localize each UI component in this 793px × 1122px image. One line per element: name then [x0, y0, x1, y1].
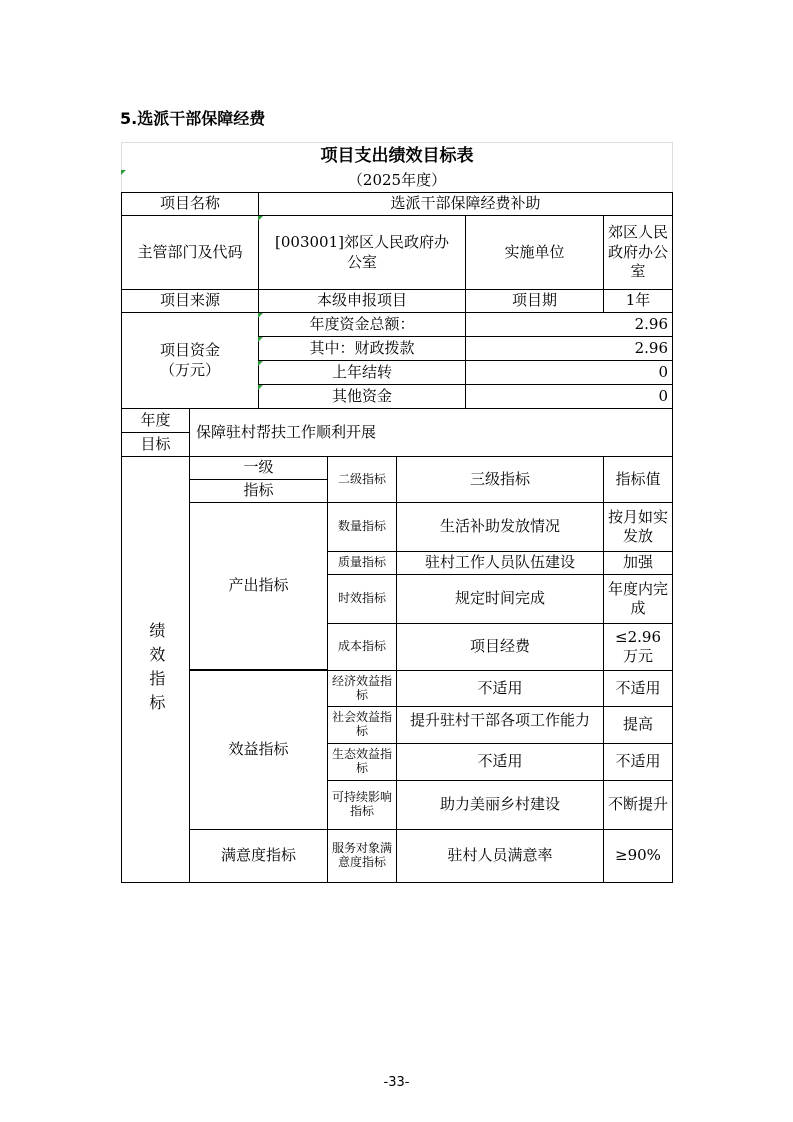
fund-row-value: 0	[465, 360, 673, 385]
indicator-value: ≤2.96万元	[603, 623, 673, 671]
indicator-l3: 驻村工作人员队伍建设	[396, 551, 604, 575]
indicator-l3: 不适用	[396, 743, 604, 781]
project-name-label: 项目名称	[121, 192, 259, 216]
source-label: 项目来源	[121, 289, 259, 313]
indicator-l2: 数量指标	[327, 502, 397, 552]
project-name-value: 选派干部保障经费补助	[258, 192, 673, 216]
performance-target-table	[121, 142, 673, 883]
impl-value: 郊区人民政府办公室	[603, 215, 673, 290]
group-output: 产出指标	[189, 502, 328, 670]
source-value: 本级申报项目	[258, 289, 466, 313]
indicator-l2: 可持续影响指标	[327, 780, 397, 830]
indicator-value: 按月如实发放	[603, 502, 673, 552]
goal-value: 保障驻村帮扶工作顺利开展	[189, 408, 673, 457]
green-marker-icon	[258, 313, 263, 318]
green-marker-icon	[258, 385, 263, 390]
indicator-value: 提高	[603, 706, 673, 744]
table-title: 项目支出绩效目标表	[121, 142, 673, 170]
indicator-value: 不适用	[603, 743, 673, 781]
indicator-l2: 成本指标	[327, 623, 397, 671]
indicator-l3: 项目经费	[396, 623, 604, 671]
indicator-l2: 质量指标	[327, 551, 397, 575]
dept-value: [003001]郊区人民政府办公室	[258, 215, 466, 290]
group-benefit: 效益指标	[189, 670, 328, 830]
fund-label-line2: （万元）	[159, 360, 220, 379]
indicator-l2: 经济效益指标	[327, 670, 397, 707]
fund-row-label: 上年结转	[258, 360, 466, 385]
period-value: 1年	[603, 289, 673, 313]
perf-label	[121, 456, 190, 883]
indicator-l2: 服务对象满意度指标	[327, 829, 397, 883]
indicator-value: 不断提升	[603, 780, 673, 830]
indicator-value: 加强	[603, 551, 673, 575]
green-marker-icon	[258, 337, 263, 342]
perf-label-text: 绩效指标	[146, 621, 166, 718]
period-label: 项目期	[465, 289, 604, 313]
green-marker-icon	[258, 361, 263, 366]
group-satisfaction: 满意度指标	[189, 829, 328, 883]
green-marker-icon	[258, 216, 263, 221]
page-number: -33-	[383, 1075, 410, 1090]
head-l1-b: 指标	[189, 479, 328, 503]
indicator-l3: 驻村人员满意率	[396, 829, 604, 883]
indicator-l3: 提升驻村干部各项工作能力	[396, 706, 604, 744]
impl-label: 实施单位	[465, 215, 604, 290]
goal-label-2: 目标	[121, 432, 190, 457]
fund-label	[121, 312, 259, 409]
fund-row-label: 其中：财政拨款	[258, 336, 466, 361]
goal-label-1: 年度	[121, 408, 190, 433]
indicator-l2: 社会效益指标	[327, 706, 397, 744]
indicator-l2: 生态效益指标	[327, 743, 397, 781]
dept-label: 主管部门及代码	[121, 215, 259, 290]
indicator-value: 不适用	[603, 670, 673, 707]
head-l3: 三级指标	[396, 456, 604, 503]
indicator-l3: 助力美丽乡村建设	[396, 780, 604, 830]
indicator-value: ≥90%	[603, 829, 673, 883]
indicator-l3: 生活补助发放情况	[396, 502, 604, 552]
head-l2: 二级指标	[327, 456, 397, 503]
indicator-l2: 时效指标	[327, 574, 397, 624]
fund-row-label: 其他资金	[258, 384, 466, 409]
fund-row-value: 0	[465, 384, 673, 409]
fund-row-value: 2.96	[465, 336, 673, 361]
table-year: （2025年度）	[121, 170, 673, 192]
indicator-l3: 不适用	[396, 670, 604, 707]
head-l1-a: 一级	[189, 456, 328, 480]
fund-row-label: 年度资金总额：	[258, 312, 466, 337]
fund-row-value: 2.96	[465, 312, 673, 337]
indicator-l3: 规定时间完成	[396, 574, 604, 624]
indicator-value: 年度内完成	[603, 574, 673, 624]
section-title: 5.选派干部保障经费	[120, 109, 266, 128]
fund-label-line1: 项目资金	[159, 341, 220, 359]
head-val: 指标值	[603, 456, 673, 503]
green-marker-icon	[121, 170, 126, 175]
